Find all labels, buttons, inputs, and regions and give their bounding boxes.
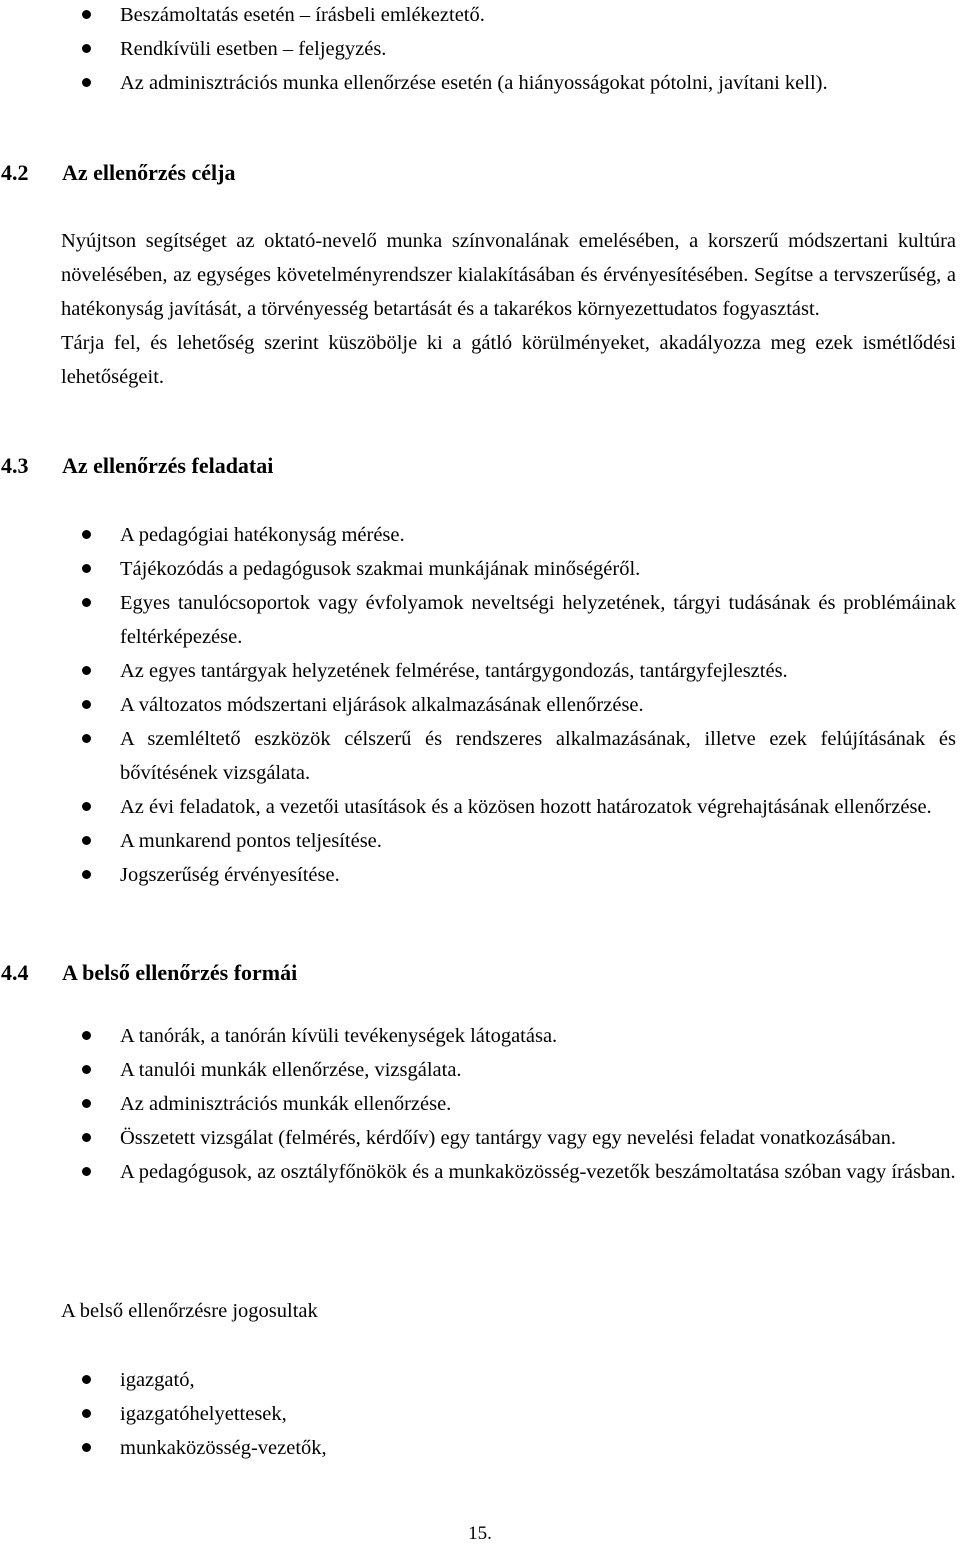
bullet-icon <box>82 10 91 19</box>
bullet-icon <box>82 1065 91 1074</box>
list-item-text: A tanórák, a tanórán kívüli tevékenységek látogatása. <box>120 1025 558 1047</box>
list-item-text: Az évi feladatok, a vezetői utasítások és a közösen hozott határozatok végrehajtásának ellenőrzése. <box>120 796 932 818</box>
list-item-text: A pedagógiai hatékonyság mérése. <box>120 524 405 546</box>
list-item <box>0 1087 960 1121</box>
bullet-icon <box>82 1375 91 1384</box>
section-title: Az ellenőrzés feladatai <box>62 453 274 478</box>
authorized-list <box>0 1363 960 1465</box>
page-number: 15. <box>468 1523 492 1544</box>
bullet-icon <box>82 44 91 53</box>
bullet-icon <box>82 836 91 845</box>
forms-list <box>0 1019 960 1189</box>
top-bullet-list <box>0 0 960 100</box>
bullet-icon <box>82 802 91 811</box>
authorized-intro: A belső ellenőrzésre jogosultak <box>61 1300 318 1322</box>
list-item-text: A változatos módszertani eljárások alkalmazásának ellenőrzése. <box>120 694 644 716</box>
list-item-text: Beszámoltatás esetén – írásbeli emlékeztető. <box>120 4 485 26</box>
section-number: 4.3 <box>1 453 29 478</box>
list-item-text: A pedagógusok, az osztályfőnökök és a munkaközösség-vezetők beszámoltatása szóban vagy írásban. <box>120 1161 956 1183</box>
top-bullet-list-block <box>0 0 960 100</box>
list-item-text: Összetett vizsgálat (felmérés, kérdőív) egy tantárgy vagy egy nevelési feladat vonatkozásában. <box>120 1127 897 1149</box>
list-item-text: A tanulói munkák ellenőrzése, vizsgálata. <box>120 1059 462 1081</box>
list-item-text: Az adminisztrációs munka ellenőrzése esetén (a hiányosságokat pótolni, javítani kell). <box>120 72 828 94</box>
list-item <box>0 1397 960 1431</box>
bullet-icon <box>82 870 91 879</box>
bullet-icon <box>82 530 91 539</box>
list-item-text: Egyes tanulócsoportok vagy évfolyamok neveltségi helyzetének, tárgyi tudásának és problémáinak feltérképezése. <box>120 592 956 648</box>
list-item <box>0 552 960 586</box>
list-item <box>0 1053 960 1087</box>
list-item <box>0 722 960 790</box>
bullet-icon <box>82 1031 91 1040</box>
section-4-2-body <box>0 224 960 394</box>
bullet-icon <box>82 78 91 87</box>
list-item <box>0 66 960 100</box>
bullet-icon <box>82 734 91 743</box>
list-item-text: Jogszerűség érvényesítése. <box>120 864 340 886</box>
section-number: 4.4 <box>1 960 29 985</box>
list-item <box>0 654 960 688</box>
bullet-icon <box>82 1133 91 1142</box>
list-item <box>0 1431 960 1465</box>
paragraph-block <box>61 224 956 394</box>
bullet-icon <box>82 1099 91 1108</box>
bullet-icon <box>82 666 91 675</box>
section-4-4-list-block <box>0 1019 960 1189</box>
bullet-icon <box>82 700 91 709</box>
bullet-icon <box>82 564 91 573</box>
list-item-text: Az adminisztrációs munkák ellenőrzése. <box>120 1093 452 1115</box>
section-title: A belső ellenőrzés formái <box>62 960 298 985</box>
list-item <box>0 1121 960 1155</box>
paragraph: Nyújtson segítséget az oktató-nevelő munka színvonalának emelésében, a korszerű módszertani kultúra növelésében, az egységes követelményrendszer kialakításában és érvényesítésében. Segítse a tervszerűség, a hatékonyság javítását, a törvényesség betartását és a takarékos környezettudatos fogyasztást. <box>61 230 956 320</box>
list-item-text: igazgató, <box>120 1369 195 1391</box>
list-item-text: Rendkívüli esetben – feljegyzés. <box>120 38 387 60</box>
list-item <box>0 790 960 824</box>
list-item <box>0 858 960 892</box>
tasks-list <box>0 518 960 892</box>
list-item-text: munkaközösség-vezetők, <box>120 1437 327 1459</box>
authorized-list-block <box>0 1363 960 1465</box>
list-item <box>0 688 960 722</box>
list-item <box>0 1155 960 1189</box>
list-item-text: A munkarend pontos teljesítése. <box>120 830 382 852</box>
list-item <box>0 1363 960 1397</box>
bullet-icon <box>82 598 91 607</box>
section-title: Az ellenőrzés célja <box>62 160 236 185</box>
bullet-icon <box>82 1167 91 1176</box>
list-item <box>0 32 960 66</box>
section-number: 4.2 <box>1 160 29 185</box>
list-item-text: Az egyes tantárgyak helyzetének felmérése, tantárgygondozás, tantárgyfejlesztés. <box>120 660 788 682</box>
section-4-3-list-block <box>0 518 960 892</box>
list-item-text: Tájékozódás a pedagógusok szakmai munkájának minőségéről. <box>120 558 641 580</box>
list-item <box>0 586 960 654</box>
bullet-icon <box>82 1409 91 1418</box>
list-item <box>0 824 960 858</box>
bullet-icon <box>82 1443 91 1452</box>
list-item <box>0 1019 960 1053</box>
authorized-intro-block <box>0 1294 960 1328</box>
paragraph: Tárja fel, és lehetőség szerint küszöbölje ki a gátló körülményeket, akadályozza meg ezek ismétlődési lehetőségeit. <box>61 332 956 388</box>
list-item-text: A szemléltető eszközök célszerű és rendszeres alkalmazásának, illetve ezek felújításának és bővítésének vizsgálata. <box>120 728 956 784</box>
list-item <box>0 0 960 32</box>
list-item-text: igazgatóhelyettesek, <box>120 1403 287 1425</box>
list-item <box>0 518 960 552</box>
